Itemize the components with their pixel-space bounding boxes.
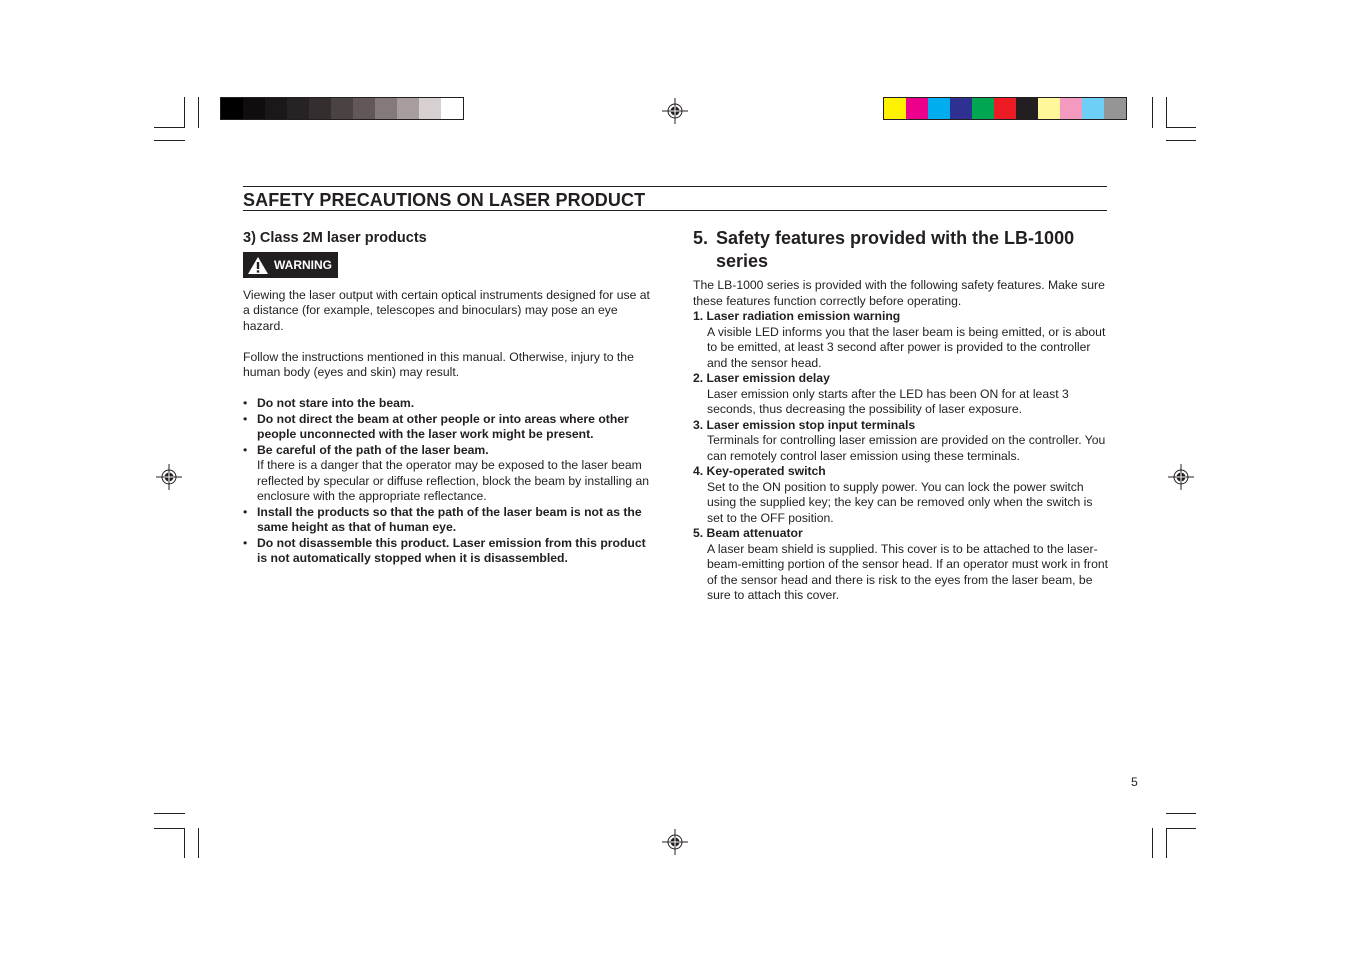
crop-mark	[1166, 127, 1196, 128]
list-item	[243, 412, 659, 443]
crop-mark	[198, 828, 199, 858]
grayscale-swatch	[309, 98, 331, 119]
subsection-heading: 3) Class 2M laser products	[243, 230, 427, 246]
grayscale-swatch	[353, 98, 375, 119]
registration-mark-icon	[662, 98, 688, 124]
feature-item	[693, 418, 1109, 465]
grayscale-swatch	[397, 98, 419, 119]
crop-mark	[154, 813, 185, 814]
section-number: 5.	[693, 228, 709, 248]
list-item-text: If there is a danger that the operator may be exposed to the laser beam reflected by specular or diffuse reflection, block the beam by installing an enclosure with the appropriate reflectance.	[257, 458, 650, 503]
feature-body: Terminals for controlling laser emission are provided on the controller. You can remotely control laser emission using these terminals.	[707, 433, 1106, 463]
feature-item	[693, 371, 1109, 418]
list-item-bold: Do not disassemble this product. Laser emission from this product is not automatically stopped when it is disassembled.	[257, 535, 646, 565]
feature-item	[693, 309, 1109, 371]
list-item-bold: Do not direct the beam at other people or into areas where other people unconnected with the laser work might be present.	[257, 411, 629, 441]
crop-mark	[184, 97, 185, 128]
feature-body: A visible LED informs you that the laser beam is being emitted, or is about to be emitted, at least 3 second after power is provided to the controller and the sensor head.	[707, 324, 1106, 370]
crop-mark	[1166, 140, 1196, 141]
registration-mark-icon	[1168, 464, 1194, 490]
color-swatch	[1082, 98, 1104, 119]
crop-mark	[198, 97, 199, 128]
crop-mark	[154, 140, 185, 141]
right-column	[693, 227, 1109, 604]
warning-triangle-icon	[247, 256, 269, 275]
color-swatch	[928, 98, 950, 119]
list-item	[243, 443, 659, 505]
color-swatch	[884, 98, 906, 119]
crop-mark	[184, 828, 185, 858]
crop-mark	[1152, 828, 1153, 858]
grayscale-bar	[220, 97, 464, 120]
feature-item	[693, 526, 1109, 604]
list-item	[243, 536, 659, 567]
paragraph: The LB-1000 series is provided with the following safety features. Make sure these features function correctly before operating.	[693, 278, 1105, 308]
feature-title: 5. Beam attenuator	[693, 526, 803, 540]
list-item-bold: Install the products so that the path of the laser beam is not as the same height as that of human eye.	[257, 504, 642, 534]
feature-title: 2. Laser emission delay	[693, 371, 830, 385]
feature-body: Laser emission only starts after the LED has been ON for at least 3 seconds, thus decreasing the possibility of laser exposure.	[707, 386, 1069, 416]
paragraph: Viewing the laser output with certain optical instruments designed for use at a distance (for example, telescopes and binoculars) may pose an eye hazard.	[243, 287, 650, 333]
crop-mark	[154, 127, 185, 128]
grayscale-swatch	[419, 98, 441, 119]
color-swatch	[906, 98, 928, 119]
crop-mark	[1152, 97, 1153, 128]
feature-title: 1. Laser radiation emission warning	[693, 309, 901, 323]
grayscale-swatch	[375, 98, 397, 119]
crop-mark	[1166, 828, 1196, 829]
feature-title: 4. Key-operated switch	[693, 464, 826, 478]
color-bar	[883, 97, 1127, 120]
feature-item	[693, 464, 1109, 526]
crop-mark	[1166, 813, 1196, 814]
list-item	[243, 505, 659, 536]
crop-mark	[154, 828, 185, 829]
section-heading-text: Safety features provided with the LB-1000 series	[716, 228, 1075, 271]
section-heading	[693, 227, 1109, 273]
paragraph: Follow the instructions mentioned in this manual. Otherwise, injury to the human body (eyes and skin) may result.	[243, 349, 634, 379]
color-swatch	[1016, 98, 1038, 119]
grayscale-swatch	[243, 98, 265, 119]
color-swatch	[1104, 98, 1126, 119]
registration-mark-icon	[662, 829, 688, 855]
precaution-list	[243, 396, 659, 567]
grayscale-swatch	[265, 98, 287, 119]
color-swatch	[950, 98, 972, 119]
feature-body: Set to the ON position to supply power. You can lock the power switch using the supplied key; the key can be removed only when the switch is set to the OFF position.	[707, 479, 1093, 525]
grayscale-swatch	[441, 98, 463, 119]
crop-mark	[1166, 97, 1167, 128]
grayscale-swatch	[331, 98, 353, 119]
color-swatch	[1060, 98, 1082, 119]
list-item-bold: Do not stare into the beam.	[257, 396, 415, 410]
page-title: SAFETY PRECAUTIONS ON LASER PRODUCT	[243, 186, 1107, 211]
warning-badge	[243, 252, 338, 278]
color-swatch	[972, 98, 994, 119]
grayscale-swatch	[287, 98, 309, 119]
list-item	[243, 396, 659, 412]
feature-title: 3. Laser emission stop input terminals	[693, 417, 916, 432]
list-item-bold: Be careful of the path of the laser beam.	[257, 442, 489, 457]
warning-label: WARNING	[274, 258, 332, 272]
feature-body: A laser beam shield is supplied. This cover is to be attached to the laser-beam-emitting portion of the sensor head. If an operator must work in front of the sensor head and there is risk to the eyes from the laser beam, be sure to attach this cover.	[707, 541, 1109, 602]
registration-mark-icon	[156, 464, 182, 490]
page-number: 5	[1131, 775, 1138, 789]
left-column	[243, 228, 659, 567]
color-swatch	[994, 98, 1016, 119]
grayscale-swatch	[221, 98, 243, 119]
crop-mark	[1166, 828, 1167, 858]
color-swatch	[1038, 98, 1060, 119]
